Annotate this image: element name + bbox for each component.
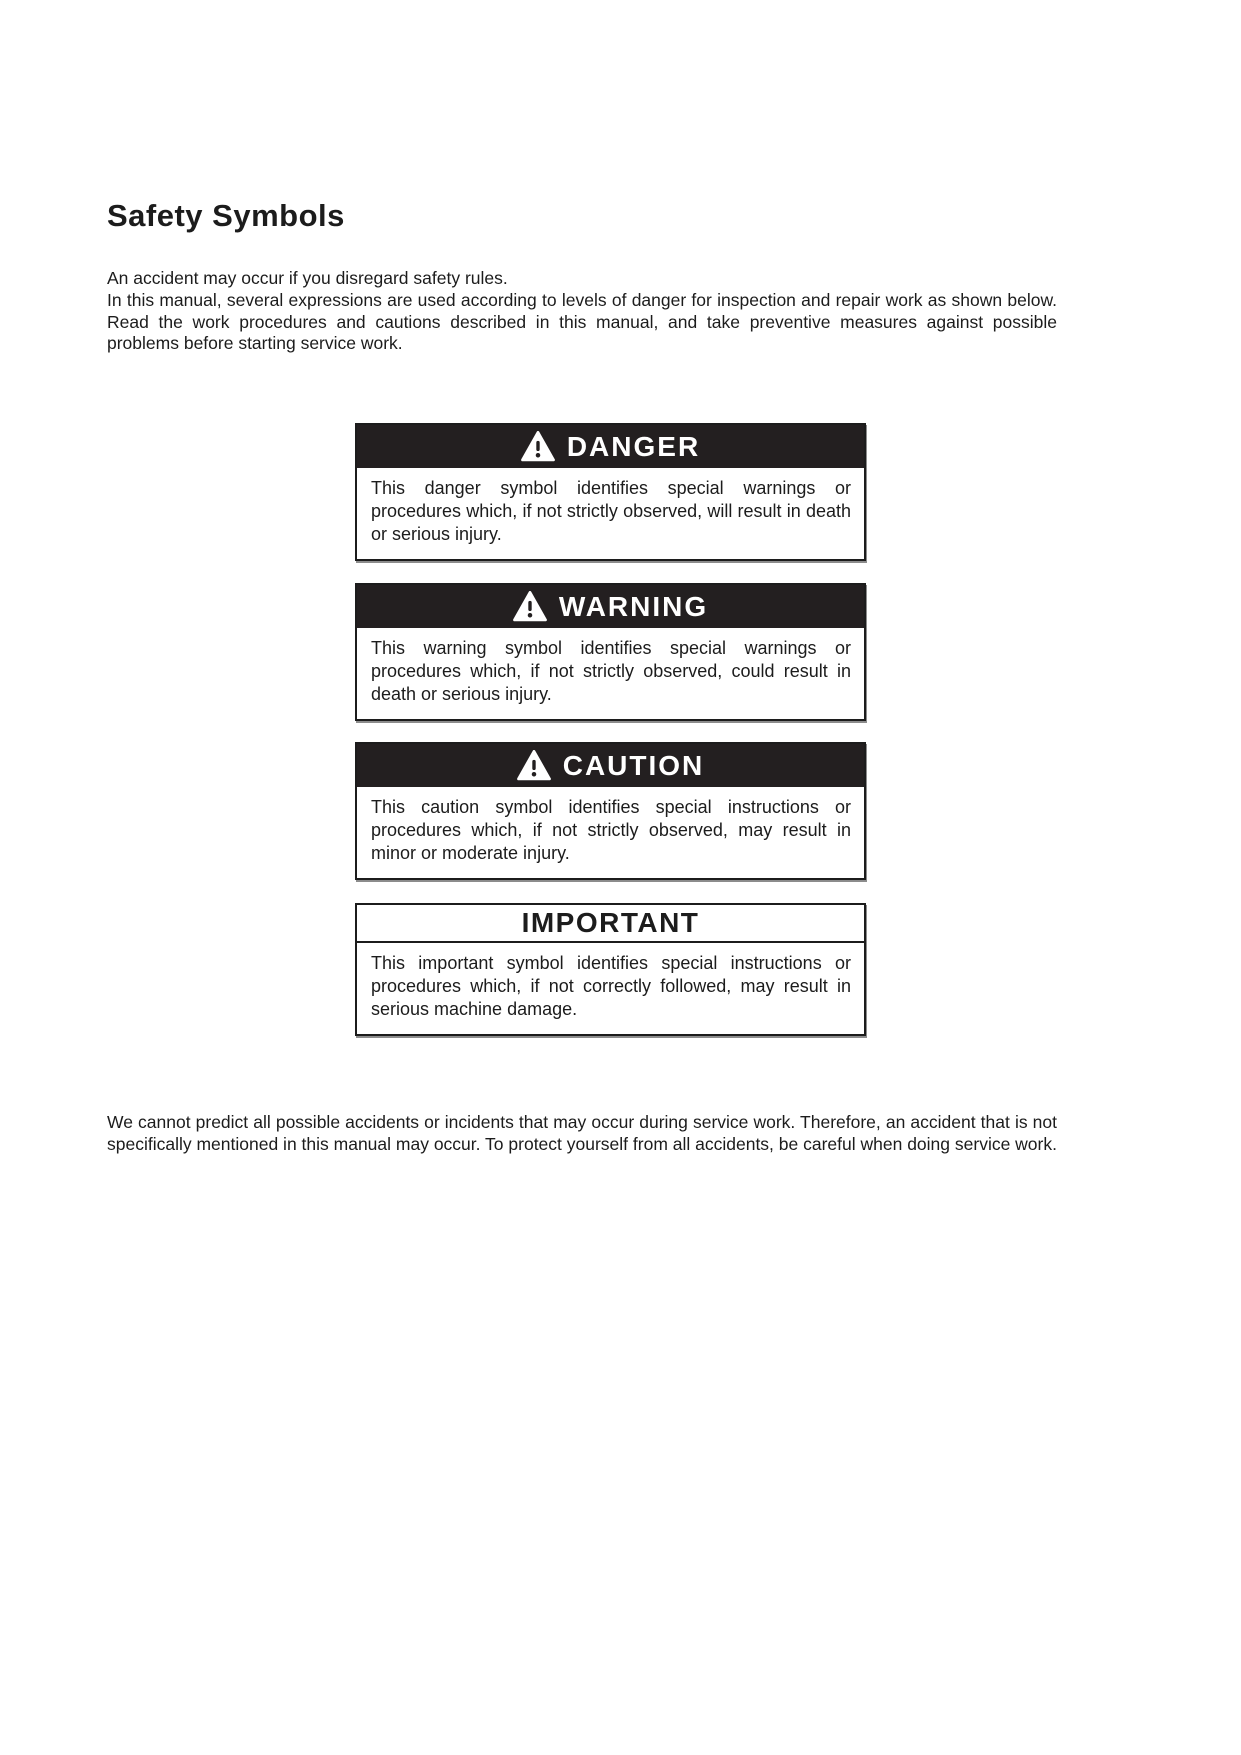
warning-triangle-icon: [521, 431, 555, 462]
danger-box-label: DANGER: [566, 430, 701, 462]
warning-box: [355, 583, 866, 721]
important-box-body: This important symbol identifies special instructions or procedures which, if not correctly followed, may result in serious machine damage.: [371, 953, 851, 1019]
important-box-header: [357, 905, 864, 943]
danger-box: [355, 423, 866, 561]
caution-box-body: This caution symbol identifies special instructions or procedures which, if not strictly observed, may result in minor or moderate injury.: [371, 797, 851, 863]
danger-box-body: This danger symbol identifies special warnings or procedures which, if not strictly observed, will result in death or serious injury.: [371, 478, 851, 544]
page-title: Safety Symbols: [107, 198, 345, 233]
warning-box-label: WARNING: [558, 590, 709, 622]
warning-box-header: [357, 585, 864, 628]
warning-box-body: This warning symbol identifies special warnings or procedures which, if not strictly observed, could result in death or serious injury.: [371, 638, 851, 704]
intro-sentence-2: In this manual, several expressions are used according to levels of danger for inspection and repair work as shown below. Read the work procedures and cautions described in this manual, and take preventive measures against possible problems before starting service work.: [107, 289, 1057, 354]
caution-box: [355, 742, 866, 880]
important-box: [355, 903, 866, 1036]
important-box-label: IMPORTANT: [521, 907, 700, 938]
caution-box-header: [357, 744, 864, 787]
warning-triangle-icon: [513, 591, 547, 622]
danger-box-header: [357, 425, 864, 468]
warning-triangle-icon: [517, 750, 551, 781]
intro-paragraph: [107, 268, 1057, 355]
closing-paragraph: We cannot predict all possible accidents or incidents that may occur during service work. Therefore, an accident that is not specifically mentioned in this manual may occur. To protect yourself from all accidents, be careful when doing service work.: [107, 1112, 1057, 1154]
caution-box-label: CAUTION: [562, 749, 705, 781]
intro-sentence-1: An accident may occur if you disregard safety rules.: [107, 268, 508, 288]
